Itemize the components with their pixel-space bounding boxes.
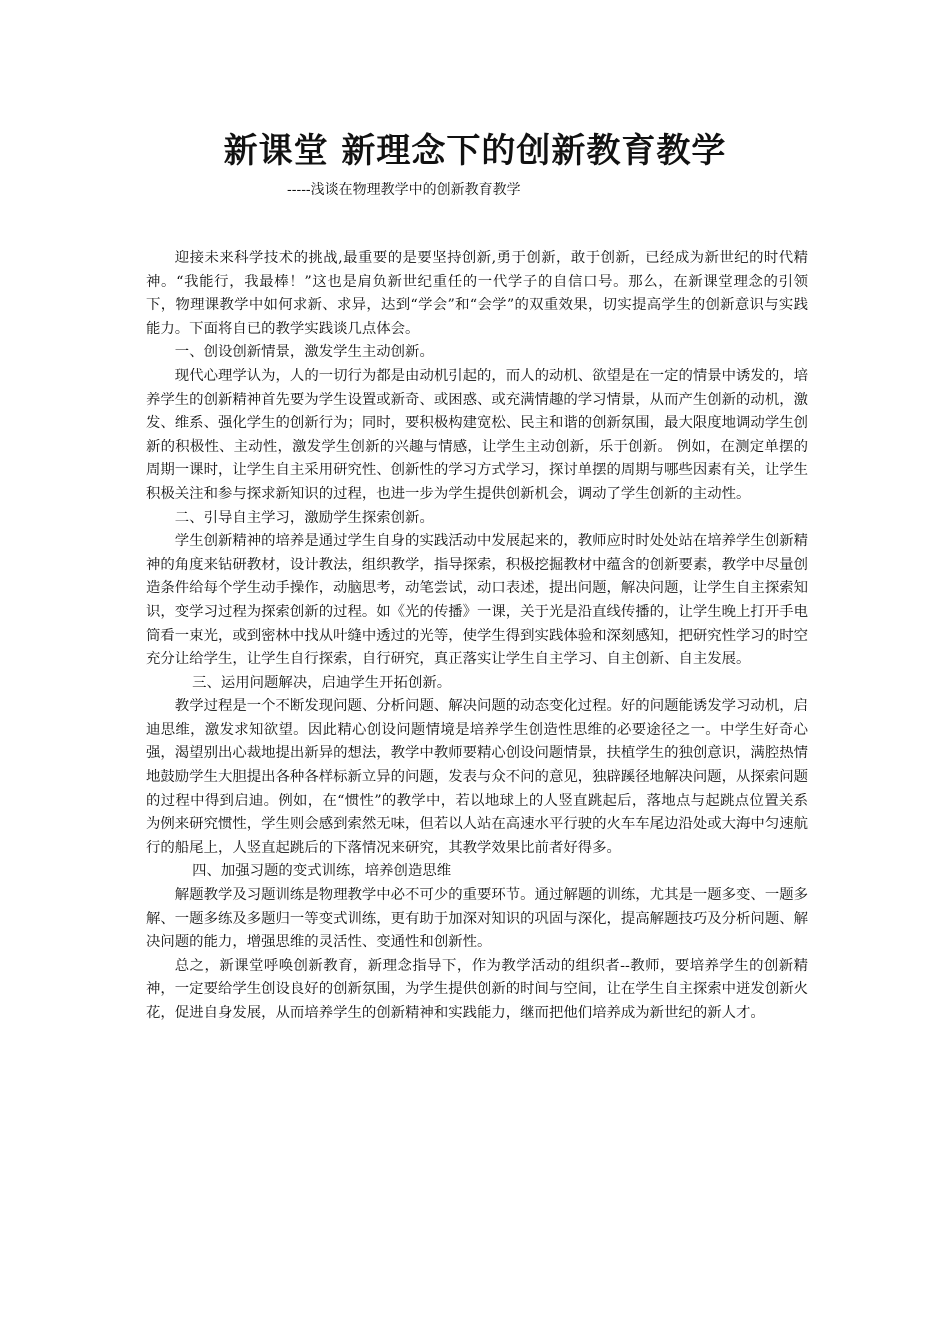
section-3-paragraph: 教学过程是一个不断发现问题、分析问题、解决问题的动态变化过程。好的问题能诱发学习动机，启迪思维，激发求知欲望。因此精心创设问题情境是培养学生创造性思维的必要途径之一。中学生好奇心强，渴望别出心裁地提出新异的想法，教学中教师要精心创设问题情景，扶植学生的独创意识，满腔热情地鼓励学生大胆提出各种各样标新立异的问题，发表与众不问的意见，独辟蹊径地解决问题，从探索问题的过程中得到启迪。例如，在“惯性”的教学中，若以地球上的人竖直跳起后，落地点与起跳点位置关系为例来研究惯性，学生则会感到索然无味，但若以人站在高速水平行驶的火车车尾边沿处或大海中匀速航行的船尾上，人竖直起跳后的下落情况来研究，其教学效果比前者好得多。 xyxy=(146,698,808,856)
document-subtitle: -----浅谈在物理教学中的创新教育教学 xyxy=(287,182,521,198)
section-4-paragraph: 解题教学及习题训练是物理教学中必不可少的重要环节。通过解题的训练，尤其是一题多变、一题多解、一题多练及多题归一等变式训练，更有助于加深对知识的巩固与深化，提高解题技巧及分析问题、解决问题的能力，增强思维的灵活性、变通性和创新性。 xyxy=(146,887,808,951)
section-heading-1: 一、创设创新情景，激发学生主动创新。 xyxy=(174,344,434,361)
section-heading-3: 三、运用问题解决，启迪学生开拓创新。 xyxy=(192,674,452,691)
section-2-paragraph: 学生创新精神的培养是通过学生自身的实践活动中发展起来的，教师应时时处处站在培养学生创新精神的角度来钻研教材，设计教法，组织教学，指导探索，积极挖掘教材中蕴含的创新要素，教学中尽量创造条件给每个学生动手操作，动脑思考，动笔尝试，动口表述，提出问题，解决问题，让学生自主探索知识，变学习过程为探索创新的过程。如《光的传播》一课，关于光是沿直线传播的，让学生晚上打开手电筒看一束光，或到密林中找从叶缝中透过的光等，使学生得到实践体验和深刻感知，把研究性学习的时空充分让给学生，让学生自行探索，自行研究，真正落实让学生自主学习、自主创新、自主发展。 xyxy=(146,533,808,668)
section-heading-2: 二、引导自主学习，激励学生探索创新。 xyxy=(174,509,434,526)
document-title: 新课堂 新理念下的创新教育教学 xyxy=(223,131,727,171)
document-body xyxy=(146,247,808,1026)
conclusion-paragraph: 总之，新课堂呼唤创新教育，新理念指导下，作为教学活动的组织者--教师，要培养学生的创新精神，一定要给学生创设良好的创新氛围，为学生提供创新的时间与空间，让在学生自主探索中迸发创新火花，促进自身发展，从而培养学生的创新精神和实践能力，继而把他们培养成为新世纪的新人才。 xyxy=(146,957,808,1021)
section-1-paragraph: 现代心理学认为，人的一切行为都是由动机引起的，而人的动机、欲望是在一定的情景中诱发的，培养学生的创新精神首先要为学生设置或新奇、或困惑、或充满情趣的学习情景，从而产生创新的动机，激发、维系、强化学生的创新行为；同时，要积极构建宽松、民主和谐的创新氛围，最大限度地调动学生创新的积极性、主动性，激发学生创新的兴趣与情感，让学生主动创新，乐于创新。 例如，在测定单摆的周期一课时，让学生自主采用研究性、创新性的学习方式学习，探讨单摆的周期与哪些因素有关，让学生积极关注和参与探求新知识的过程，也进一步为学生提供创新机会，调动了学生创新的主动性。 xyxy=(146,367,808,502)
section-heading-4: 四、加强习题的变式训练，培养创造思维 xyxy=(192,863,452,880)
intro-paragraph: 迎接未来科学技术的挑战,最重要的是要坚持创新,勇于创新，敢于创新，已经成为新世纪的时代精神。“我能行，我最棒！”这也是肩负新世纪重任的一代学子的自信口号。那么，在新课堂理念的引领下，物理课教学中如何求新、求异，达到“学会”和“会学”的双重效果，切实提高学生的创新意识与实践能力。下面将自已的教学实践谈几点体会。 xyxy=(146,250,808,337)
